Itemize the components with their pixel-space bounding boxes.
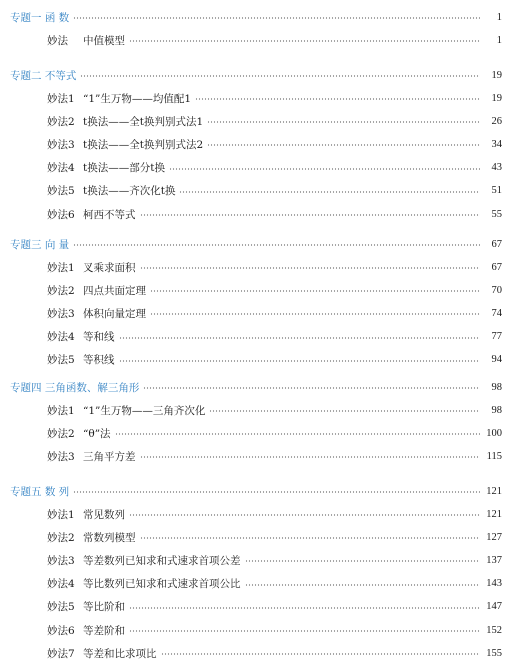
method-entry[interactable] xyxy=(47,328,502,346)
method-title: t换法——全t换判别式法2 xyxy=(83,138,204,151)
page-number: 121 xyxy=(486,485,502,497)
page-number: 74 xyxy=(491,307,502,319)
leader-dots xyxy=(140,456,481,458)
page-number: 55 xyxy=(491,208,502,220)
method-entry[interactable] xyxy=(47,621,502,639)
leader-dots xyxy=(119,360,481,362)
chapter-title: 专题三 向 量 xyxy=(10,238,70,251)
leader-dots xyxy=(80,75,480,77)
leader-dots xyxy=(209,410,480,412)
page-number: 127 xyxy=(486,531,502,543)
leader-dots xyxy=(115,433,480,435)
chapter-entry[interactable] xyxy=(10,235,502,253)
leader-dots xyxy=(207,144,480,146)
chapter-title: 专题五 数 列 xyxy=(10,485,70,498)
method-entry[interactable] xyxy=(47,575,502,593)
method-entry[interactable] xyxy=(47,304,502,322)
method-code: 妙法4 xyxy=(47,162,75,175)
page-number: 43 xyxy=(491,162,502,174)
method-code: 妙法6 xyxy=(47,208,75,221)
method-code: 妙法5 xyxy=(47,601,75,614)
leader-dots xyxy=(129,514,480,516)
page-number: 143 xyxy=(486,578,502,590)
method-entry[interactable] xyxy=(47,89,502,107)
method-title: 等和线 xyxy=(83,331,115,344)
method-code: 妙法 xyxy=(47,34,68,47)
method-label xyxy=(47,530,136,545)
leader-dots xyxy=(73,244,480,246)
method-label xyxy=(47,33,125,48)
page-number: 98 xyxy=(491,404,502,416)
leader-dots xyxy=(245,584,481,586)
method-entry[interactable] xyxy=(47,182,502,200)
method-title: 等比数列已知求和式速求首项公比 xyxy=(83,578,241,591)
method-title: 等比阶和 xyxy=(83,601,125,614)
page-number: 98 xyxy=(491,381,502,393)
page-number: 100 xyxy=(486,427,502,439)
method-label xyxy=(47,207,136,222)
chapter-title: 专题二 不等式 xyxy=(10,69,77,82)
method-title: 等差数列已知求和式速求首项公差 xyxy=(83,554,241,567)
page-number: 152 xyxy=(486,624,502,636)
method-title: “θ”法 xyxy=(83,427,111,440)
method-code: 妙法3 xyxy=(47,554,75,567)
method-title: 叉乘求面积 xyxy=(83,261,136,274)
method-entry[interactable] xyxy=(47,551,502,569)
method-entry[interactable] xyxy=(47,528,502,546)
method-entry[interactable] xyxy=(47,281,502,299)
page-number: 147 xyxy=(486,601,502,613)
page-number: 155 xyxy=(486,647,502,659)
method-entry[interactable] xyxy=(47,401,502,419)
method-title: “1”生万物——三角齐次化 xyxy=(83,404,206,417)
method-title: 等差和比求项比 xyxy=(83,647,157,660)
method-entry[interactable] xyxy=(47,505,502,523)
chapter-entry[interactable] xyxy=(10,378,502,396)
method-title: “1”生万物——均值配1 xyxy=(83,92,192,105)
method-label xyxy=(47,137,203,152)
page-number: 67 xyxy=(491,261,502,273)
leader-dots xyxy=(169,168,480,170)
method-entry[interactable] xyxy=(47,159,502,177)
method-label xyxy=(47,160,165,175)
method-title: 等差阶和 xyxy=(83,624,125,637)
method-entry[interactable] xyxy=(47,31,502,49)
method-code: 妙法1 xyxy=(47,404,75,417)
method-entry[interactable] xyxy=(47,205,502,223)
method-label xyxy=(47,576,241,591)
leader-dots xyxy=(73,17,480,19)
method-code: 妙法2 xyxy=(47,427,75,440)
leader-dots xyxy=(129,40,480,42)
method-title: 常见数列 xyxy=(83,508,125,521)
method-label xyxy=(47,283,146,298)
method-title: 四点共面定理 xyxy=(83,284,146,297)
page-number: 26 xyxy=(491,115,502,127)
method-entry[interactable] xyxy=(47,644,502,662)
page-number: 121 xyxy=(486,508,502,520)
method-title: 常数列模型 xyxy=(83,531,136,544)
page-number: 34 xyxy=(491,138,502,150)
method-entry[interactable] xyxy=(47,424,502,442)
chapter-entry[interactable] xyxy=(10,8,502,26)
method-entry[interactable] xyxy=(47,351,502,369)
leader-dots xyxy=(150,290,480,292)
page-number: 67 xyxy=(491,238,502,250)
method-code: 妙法3 xyxy=(47,307,75,320)
method-label xyxy=(47,114,203,129)
leader-dots xyxy=(129,630,480,632)
method-entry[interactable] xyxy=(47,447,502,465)
method-code: 妙法6 xyxy=(47,624,75,637)
leader-dots xyxy=(140,537,481,539)
method-entry[interactable] xyxy=(47,135,502,153)
method-label xyxy=(47,507,125,522)
leader-dots xyxy=(207,121,480,123)
leader-dots xyxy=(119,337,481,339)
method-entry[interactable] xyxy=(47,258,502,276)
page-number: 1 xyxy=(496,11,502,23)
method-code: 妙法1 xyxy=(47,261,75,274)
method-code: 妙法3 xyxy=(47,138,75,151)
method-label xyxy=(47,91,191,106)
chapter-title: 专题四 三角函数、解三角形 xyxy=(10,381,140,394)
leader-dots xyxy=(73,491,480,493)
leader-dots xyxy=(179,191,480,193)
page-number: 77 xyxy=(491,331,502,343)
chapter-entry[interactable] xyxy=(10,66,502,84)
page-number: 70 xyxy=(491,284,502,296)
method-code: 妙法4 xyxy=(47,331,75,344)
method-entry[interactable] xyxy=(47,598,502,616)
method-code: 妙法7 xyxy=(47,647,75,660)
method-label xyxy=(47,306,146,321)
method-title: 等积线 xyxy=(83,354,115,367)
page-number: 94 xyxy=(491,354,502,366)
leader-dots xyxy=(195,98,480,100)
method-title: 体积向量定理 xyxy=(83,307,146,320)
leader-dots xyxy=(150,313,480,315)
leader-dots xyxy=(143,387,480,389)
method-code: 妙法4 xyxy=(47,578,75,591)
method-code: 妙法5 xyxy=(47,354,75,367)
page-number: 115 xyxy=(486,450,502,462)
method-code: 妙法2 xyxy=(47,284,75,297)
page-number: 19 xyxy=(491,69,502,81)
method-title: t换法——齐次化t换 xyxy=(83,185,176,198)
chapter-title: 专题一 函 数 xyxy=(10,11,70,24)
method-label xyxy=(47,352,115,367)
method-code: 妙法1 xyxy=(47,508,75,521)
leader-dots xyxy=(245,560,481,562)
method-code: 妙法1 xyxy=(47,92,75,105)
chapter-entry[interactable] xyxy=(10,482,502,500)
method-label xyxy=(47,183,175,198)
method-title: 三角平方差 xyxy=(83,450,136,463)
page-number: 137 xyxy=(486,554,502,566)
page-number: 1 xyxy=(496,34,502,46)
method-title: t换法——全t换判别式法1 xyxy=(83,115,204,128)
method-code: 妙法3 xyxy=(47,450,75,463)
method-label xyxy=(47,260,136,275)
method-code: 妙法5 xyxy=(47,185,75,198)
method-label xyxy=(47,599,125,614)
leader-dots xyxy=(129,607,480,609)
method-title: t换法——部分t换 xyxy=(83,162,165,175)
method-label xyxy=(47,646,157,661)
leader-dots xyxy=(161,653,481,655)
method-entry[interactable] xyxy=(47,112,502,130)
method-label xyxy=(47,553,241,568)
method-code: 妙法2 xyxy=(47,115,75,128)
leader-dots xyxy=(140,214,481,216)
method-label xyxy=(47,329,115,344)
page-number: 19 xyxy=(491,92,502,104)
method-label xyxy=(47,426,111,441)
method-label xyxy=(47,623,125,638)
method-title: 柯西不等式 xyxy=(83,208,136,221)
page-number: 51 xyxy=(491,185,502,197)
method-code: 妙法2 xyxy=(47,531,75,544)
method-label xyxy=(47,403,205,418)
method-title: 中值模型 xyxy=(83,34,125,47)
leader-dots xyxy=(140,267,481,269)
method-label xyxy=(47,449,136,464)
